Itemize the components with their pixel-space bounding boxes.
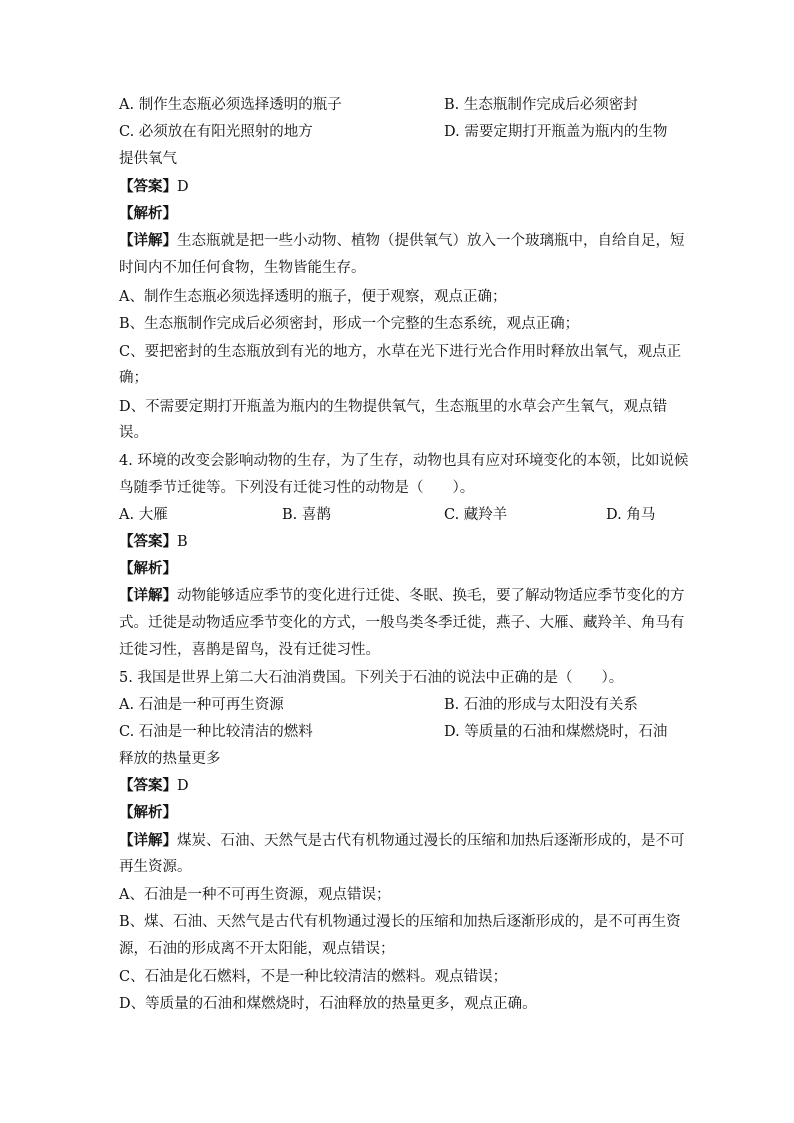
q3-option-a: A. 制作生态瓶必须选择透明的瓶子 — [119, 97, 342, 113]
q3-detail-line — [119, 231, 685, 251]
q5-option-d: D. 等质量的石油和煤燃烧时，石油 — [444, 724, 668, 740]
q3-option-d-continued: 提供氧气 — [119, 151, 177, 167]
q4-detail-line-2: 式。迁徙是动物适应季节变化的方式，一般鸟类冬季迁徙，燕子、大雁、藏羚羊、角马有 — [119, 615, 685, 631]
q4-stem-2: 鸟随季节迁徙等。下列没有迁徙习性的动物是（ ）。 — [119, 480, 475, 496]
q5-detail-c: C、石油是化石燃料，不是一种比较清洁的燃料。观点错误； — [119, 969, 508, 985]
q4-option-c: C. 藏羚羊 — [444, 507, 508, 523]
detail-tag: 【详解】 — [119, 232, 177, 249]
detail-text: 动物能够适应季节的变化进行迁徙、冬眠、换毛，要了解动物适应季节变化的方 — [177, 588, 685, 604]
answer-value: D — [177, 179, 189, 195]
q5-detail-line-2: 再生资源。 — [119, 859, 192, 875]
q4-answer — [119, 532, 188, 552]
q4-option-a: A. 大雁 — [119, 507, 168, 523]
q4-option-d: D. 角马 — [606, 507, 656, 523]
q4-stem-1: 4. 环境的改变会影响动物的生存，为了生存，动物也具有应对环境变化的本领，比如说候 — [119, 453, 689, 469]
analysis-tag: 【解析】 — [119, 205, 177, 222]
q5-detail-line — [119, 831, 685, 851]
q4-detail-line — [119, 586, 685, 606]
answer-tag: 【答案】 — [119, 777, 177, 794]
q3-detail-c-1: C、要把密封的生态瓶放到有光的地方，水草在光下进行光合作用时释放出氧气，观点正 — [119, 344, 682, 360]
q4-option-b: B. 喜鹊 — [282, 507, 331, 523]
answer-value: B — [177, 534, 188, 550]
q5-detail-b-1: B、煤、石油、天然气是古代有机物通过漫长的压缩和加热后逐渐形成的，是不可再生资 — [119, 914, 681, 930]
q3-detail-d-2: 误。 — [119, 425, 148, 441]
q5-option-b: B. 石油的形成与太阳没有关系 — [444, 697, 638, 713]
answer-value: D — [177, 778, 189, 794]
detail-text: 煤炭、石油、天然气是古代有机物通过漫长的压缩和加热后逐渐形成的，是不可 — [177, 833, 685, 849]
answer-tag: 【答案】 — [119, 533, 177, 550]
q3-detail-a: A、制作生态瓶必须选择透明的瓶子，便于观察，观点正确； — [119, 289, 507, 305]
q3-option-b: B. 生态瓶制作完成后必须密封 — [444, 97, 638, 113]
q3-analysis-tag — [119, 204, 177, 224]
q4-detail-line-3: 迁徙习性，喜鹊是留鸟，没有迁徙习性。 — [119, 642, 380, 658]
q3-detail-line-2: 时间内不加任何食物，生物皆能生存。 — [119, 260, 366, 276]
q5-detail-b-2: 源，石油的形成离不开太阳能，观点错误； — [119, 941, 395, 957]
q5-analysis-tag — [119, 803, 177, 823]
detail-tag: 【详解】 — [119, 832, 177, 849]
answer-tag: 【答案】 — [119, 178, 177, 195]
q5-detail-d: D、等质量的石油和煤燃烧时，石油释放的热量更多，观点正确。 — [119, 996, 537, 1012]
q5-stem-1: 5. 我国是世界上第二大石油消费国。下列关于石油的说法中正确的是（ ）。 — [119, 670, 624, 686]
q5-option-a: A. 石油是一种可再生资源 — [119, 697, 284, 713]
q3-detail-d-1: D、不需要定期打开瓶盖为瓶内的生物提供氧气，生态瓶里的水草会产生氧气，观点错 — [119, 399, 668, 415]
analysis-tag: 【解析】 — [119, 804, 177, 821]
analysis-tag: 【解析】 — [119, 560, 177, 577]
q3-detail-c-2: 确； — [119, 370, 148, 386]
q3-option-d: D. 需要定期打开瓶盖为瓶内的生物 — [444, 124, 668, 140]
q5-detail-a: A、石油是一种不可再生资源，观点错误； — [119, 887, 391, 903]
q5-option-d-continued: 释放的热量更多 — [119, 751, 221, 767]
q4-analysis-tag — [119, 559, 177, 579]
q3-option-c: C. 必须放在有阳光照射的地方 — [119, 124, 313, 140]
detail-tag: 【详解】 — [119, 587, 177, 604]
detail-text: 生态瓶就是把一些小动物、植物（提供氧气）放入一个玻璃瓶中，自给自足，短 — [177, 233, 685, 249]
q5-option-c: C. 石油是一种比较清洁的燃料 — [119, 724, 313, 740]
q3-answer — [119, 177, 189, 197]
q5-answer — [119, 776, 189, 796]
q3-detail-b: B、生态瓶制作完成后必须密封，形成一个完整的生态系统，观点正确； — [119, 316, 580, 332]
